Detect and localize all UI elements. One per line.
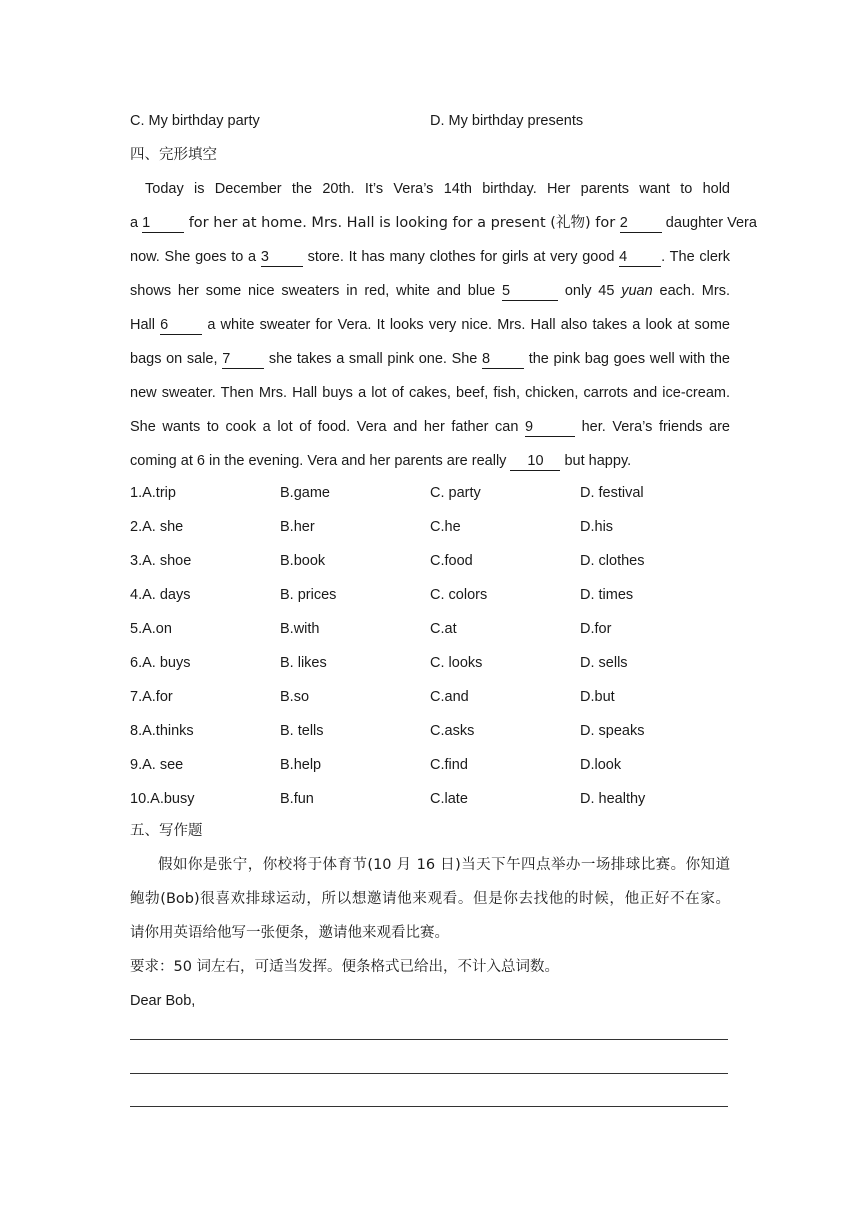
option-d: D.but [580,689,615,705]
option-row [130,720,730,742]
passage-line: a 1 for her at home. Mrs. Hall is looking for a present (礼物) for 2 daughter Vera [130,215,757,231]
passage-line: Today is December the 20th. It’s Vera’s 14th birthday. Her parents want to hold [145,181,730,197]
option-a: 7.A.for [130,689,173,705]
passage-line: coming at 6 in the evening. Vera and her parents are really 10 but happy. [130,453,632,469]
prompt-line: 假如你是张宁，你校将于体育节(10 月 16 日)当天下午四点举办一场排球比赛。你知道 [158,857,730,873]
option-a: 4.A. days [130,587,191,603]
blank-2[interactable]: 2 [620,215,662,233]
document-page [130,0,757,1216]
blank-9[interactable]: 9 [525,419,575,437]
option-b: B. prices [280,587,337,603]
blank-8[interactable]: 8 [482,351,524,369]
passage-line: She wants to cook a lot of food. Vera and her father can 9 her. Vera’s friends are [130,419,730,435]
answer-line[interactable] [130,1106,728,1107]
option-row [130,482,730,504]
section-heading-cloze: 四、完形填空 [130,147,217,163]
passage-line: new sweater. Then Mrs. Hall buys a lot of cakes, beef, fish, chicken, carrots and ice-cream. [130,385,730,401]
passage-line: Hall 6 a white sweater for Vera. It looks very nice. Mrs. Hall also takes a look at some [130,317,731,333]
option-b: B.book [280,553,326,569]
option-a: 1.A.trip [130,485,176,501]
option-d: D. My birthday presents [430,113,584,129]
passage-line: shows her some nice sweaters in red, white and blue 5 only 45 yuan each. Mrs. [130,283,730,299]
option-c: C.at [430,621,457,637]
option-row [130,788,730,810]
blank-6[interactable]: 6 [160,317,202,335]
blank-5[interactable]: 5 [502,283,558,301]
option-row [130,652,730,674]
option-b: B.help [280,757,322,773]
blank-10[interactable]: 10 [510,453,560,471]
blank-7[interactable]: 7 [222,351,264,369]
writing-requirement: 要求：50 词左右，可适当发挥。便条格式已给出，不计入总词数。 [130,959,560,975]
option-a: 2.A. she [130,519,184,535]
option-c: C.food [430,553,473,569]
option-c: C.late [430,791,468,807]
blank-3[interactable]: 3 [261,249,303,267]
option-b: B. likes [280,655,327,671]
option-d: D.look [580,757,622,773]
section-heading-writing: 五、写作题 [130,823,203,839]
option-c: C. colors [430,587,488,603]
option-b: B.so [280,689,310,705]
yuan-word: yuan [621,283,653,299]
option-c: C.he [430,519,461,535]
option-b: B.game [280,485,330,501]
option-c: C. looks [430,655,483,671]
option-a: 3.A. shoe [130,553,192,569]
passage-line: now. She goes to a 3 store. It has many clothes for girls at very good 4 . The clerk [130,249,730,265]
prompt-line: 请你用英语给他写一张便条，邀请他来观看比赛。 [130,925,449,941]
option-b: B.her [280,519,315,535]
option-row [130,550,730,572]
previous-question-options [130,110,730,132]
option-c: C.and [430,689,469,705]
option-row [130,686,730,708]
option-b: B. tells [280,723,324,739]
option-a: 5.A.on [130,621,172,637]
option-d: D.his [580,519,614,535]
option-d: D. clothes [580,553,645,569]
note-salutation: Dear Bob, [130,993,196,1009]
option-d: D. sells [580,655,628,671]
option-row [130,754,730,776]
prompt-line: 鲍勃(Bob)很喜欢排球运动，所以想邀请他来观看。但是你去找他的时候，他正好不在家。 [130,891,730,907]
option-a: 10.A.busy [130,791,195,807]
option-b: B.with [280,621,320,637]
passage-line: bags on sale, 7 she takes a small pink one. She 8 the pink bag goes well with the [130,351,730,367]
option-b: B.fun [280,791,314,807]
option-d: D. festival [580,485,644,501]
option-row [130,618,730,640]
option-c: C.asks [430,723,475,739]
option-c: C. My birthday party [130,113,260,129]
option-row [130,584,730,606]
option-a: 9.A. see [130,757,184,773]
option-d: D.for [580,621,612,637]
option-a: 8.A.thinks [130,723,194,739]
answer-line[interactable] [130,1039,728,1040]
option-d: D. healthy [580,791,646,807]
option-c: C.find [430,757,468,773]
answer-line[interactable] [130,1073,728,1074]
option-c: C. party [430,485,481,501]
blank-1[interactable]: 1 [142,215,184,233]
option-row [130,516,730,538]
option-d: D. speaks [580,723,645,739]
option-d: D. times [580,587,634,603]
option-a: 6.A. buys [130,655,191,671]
blank-4[interactable]: 4 [619,249,661,267]
